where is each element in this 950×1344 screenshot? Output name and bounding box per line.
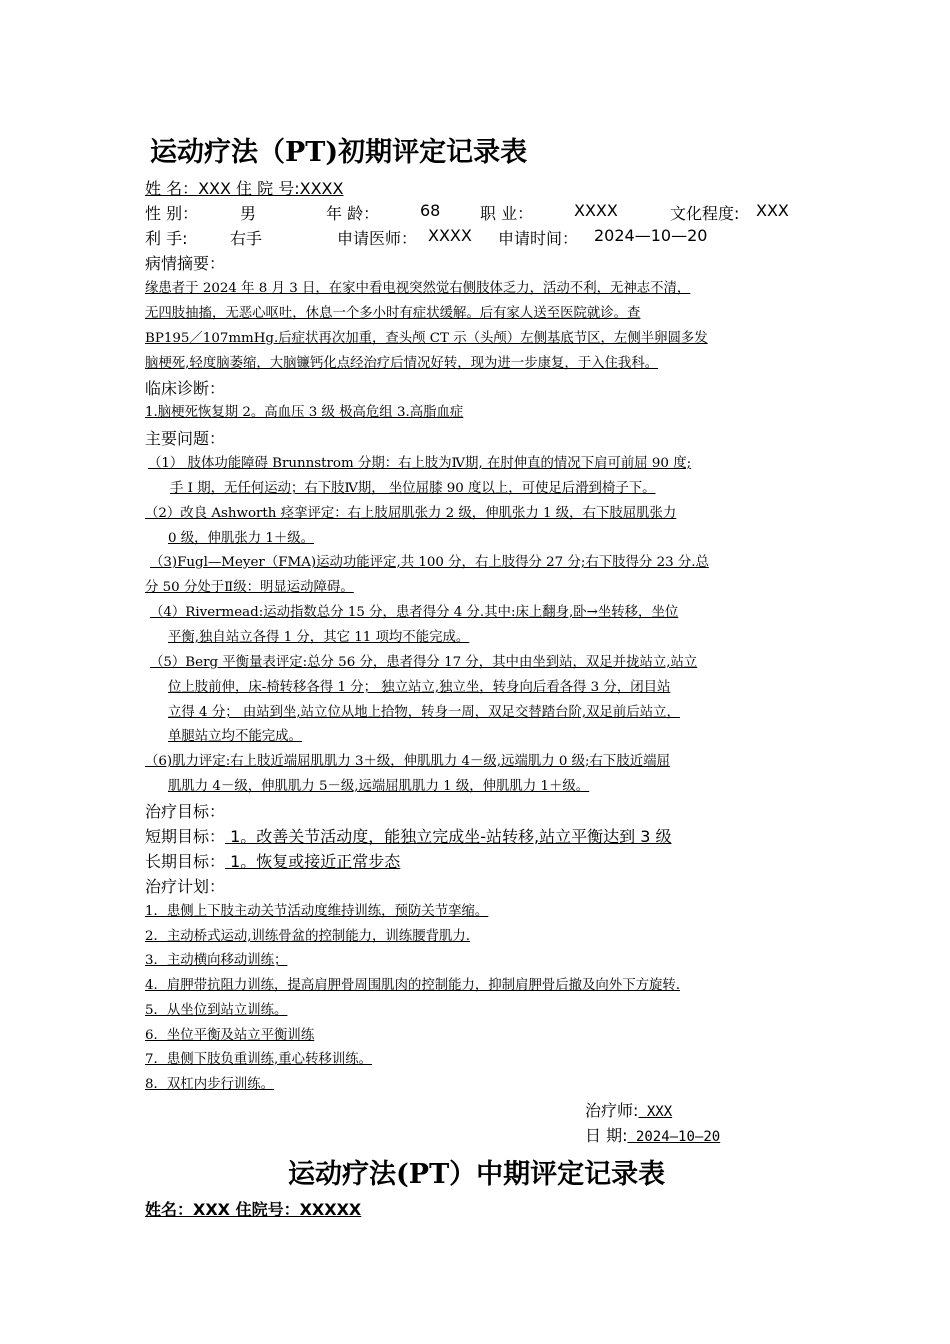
- hand-label: 利 手:: [145, 229, 188, 248]
- doctor-label: 申请医师：: [337, 229, 418, 248]
- summary-line: 脑梗死,轻度脑萎缩，大脑镰钙化点经治疗后情况好转，现为进一步康复，于入住我科。: [145, 356, 659, 371]
- age-value: 68: [420, 201, 441, 220]
- sign-date-value: 2024—10—20: [627, 1129, 721, 1145]
- plan-item: 6．坐位平衡及站立平衡训练: [145, 1028, 315, 1043]
- mid-title: 运动疗法(PT）中期评定记录表: [288, 1159, 666, 1190]
- diagnosis-text: 1.脑梗死恢复期 2。高血压 3 级 极高危组 3.高脂血症: [145, 405, 464, 420]
- therapist-signature: [585, 1098, 672, 1121]
- long-goal-label: 长期目标：: [145, 852, 226, 871]
- plan-item: 8．双杠内步行训练。: [145, 1077, 275, 1092]
- request-date-label: 申请时间：: [498, 229, 579, 248]
- problem-line: 立得 4 分； 由站到坐,站立位从地上拾物，转身一周，双足交替踏台阶,双足前后站立，: [168, 705, 680, 720]
- problem-line: 位上肢前伸，床-椅转移各得 1 分； 独立站立,独立坐，转身向后看各得 3 分，闭目站: [168, 680, 671, 695]
- sign-date-label: 日 期:: [585, 1126, 628, 1145]
- problem-line: 平衡,独自站立各得 1 分，其它 11 项均不能完成。: [168, 630, 470, 645]
- summary-line: 无四肢抽搐，无恶心呕吐，休息一个多小时有症状缓解。后有家人送至医院就诊。查: [145, 306, 641, 321]
- mid-name-line: 姓名：XXX 住院号：XXXXX: [145, 1200, 362, 1219]
- problem-line: （1） 肢体功能障碍 Brunnstrom 分期：右上肢为Ⅳ期, 在肘伸直的情况下肩可前屈 90 度;: [148, 456, 692, 471]
- plan-item: 5．从坐位到站立训练。: [145, 1003, 288, 1018]
- short-goal-label: 短期目标：: [145, 827, 226, 846]
- plan-item: 2．主动桥式运动,训练骨盆的控制能力，训练腰背肌力.: [145, 929, 471, 944]
- therapist-value: XXX: [638, 1104, 673, 1120]
- problem-line: 0 级，伸肌张力 1＋级。: [168, 531, 315, 546]
- plan-heading: 治疗计划：: [145, 877, 226, 896]
- gender-value: 男: [240, 204, 257, 223]
- problem-line: （6)肌力评定:右上肢近端屈肌肌力 3＋级，伸肌肌力 4－级,远端肌力 0 级;右下肢近端屈: [145, 754, 670, 769]
- job-value: XXXX: [574, 201, 618, 220]
- gender-label: 性 别：: [145, 204, 199, 223]
- problem-line: 分 50 分处于Ⅱ级：明显运动障碍。: [145, 580, 354, 595]
- plan-item: 4．肩胛带抗阻力训练，提高肩胛骨周围肌肉的控制能力，抑制肩胛骨后撤及向外下方旋转.: [145, 978, 681, 993]
- patient-name-line: 姓 名：XXX 住 院 号:XXXX: [145, 179, 344, 198]
- therapist-label: 治疗师:: [585, 1101, 639, 1120]
- problem-line: 单腿站立均不能完成。: [168, 729, 302, 744]
- request-date-value: 2024—10—20: [594, 226, 708, 245]
- initial-title: 运动疗法（PT)初期评定记录表: [150, 137, 528, 168]
- long-term-goal: [145, 849, 400, 872]
- hand-value: 右手: [230, 229, 263, 248]
- summary-line: 缘患者于 2024 年 8 月 3 日，在家中看电视突然觉右侧肢体乏力，活动不利，无神志不清，: [145, 281, 691, 296]
- summary-heading: 病情摘要：: [145, 254, 226, 273]
- plan-item: 7．患侧下肢负重训练,重心转移训练。: [145, 1052, 373, 1067]
- problem-line: （4）Rivermead:运动指数总分 15 分，患者得分 4 分.其中:床上翻身,卧→坐转移，坐位: [150, 605, 679, 620]
- job-label: 职 业：: [480, 204, 534, 223]
- problem-line: 肌肌力 4－级，伸肌肌力 5－级,远端屈肌肌力 1 级，伸肌肌力 1＋级。: [168, 779, 590, 794]
- age-label: 年 龄：: [326, 204, 380, 223]
- problem-line: （3)Fugl—Meyer（FMA)运动功能评定,共 100 分，右上肢得分 27 分;右下肢得分 23 分.总: [150, 555, 709, 570]
- goals-heading: 治疗目标：: [145, 802, 226, 821]
- problems-heading: 主要问题：: [145, 429, 226, 448]
- plan-item: 1．患侧上下肢主动关节活动度维持训练，预防关节挛缩。: [145, 904, 489, 919]
- sign-date: [585, 1123, 720, 1146]
- short-term-goal: [145, 824, 672, 847]
- problem-line: （2）改良 Ashworth 痉挛评定：右上肢屈肌张力 2 级，伸肌张力 1 级，右下肢屈肌张力: [145, 506, 677, 521]
- education-label: 文化程度:: [670, 204, 740, 223]
- problem-line: （5）Berg 平衡量表评定:总分 56 分，患者得分 17 分，其中由坐到站，双足并拢站立,站立: [150, 655, 698, 670]
- long-goal-value: 1。恢复或接近正常步态: [225, 852, 401, 871]
- doctor-value: XXXX: [428, 226, 472, 245]
- plan-item: 3．主动横向移动训练；: [145, 953, 288, 968]
- diagnosis-heading: 临床诊断：: [145, 379, 226, 398]
- summary-line: BP195／107mmHg.后症状再次加重，查头颅 CT 示（头颅）左侧基底节区，左侧半卵圆多发: [145, 331, 708, 346]
- short-goal-value: 1。改善关节活动度，能独立完成坐-站转移,站立平衡达到 3 级: [225, 827, 672, 846]
- problem-line: 手 I 期，无任何运动；右下肢Ⅳ期， 坐位屈膝 90 度以上，可使足后滑到椅子下。: [170, 481, 656, 496]
- education-value: XXX: [756, 201, 789, 220]
